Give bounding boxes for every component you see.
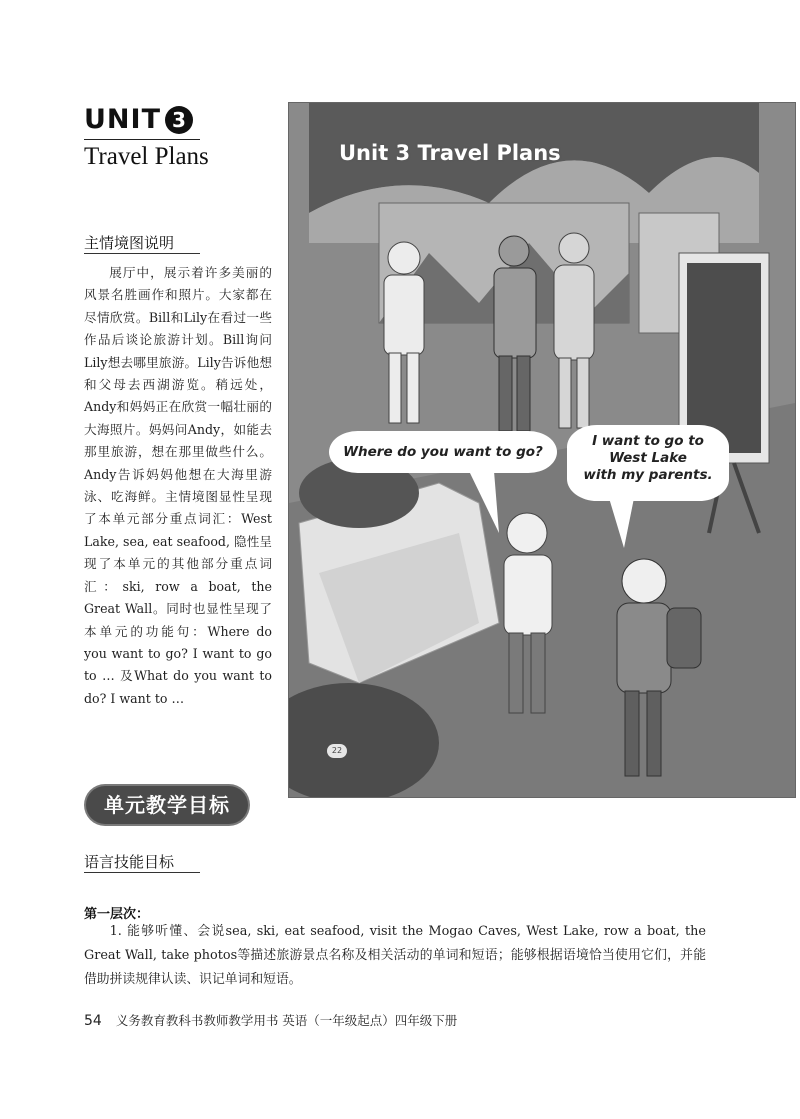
- goal-item-1-text: 1. 能够听懂、会说sea, ski, eat seafood, visit the Mogao Caves, West Lake, row a boat, the Great Wall, take photos等描述旅游景点名称及相关活动的单词和短语；能够根据语境恰当使用它们，并能借助拼读规律认读、识记单词和短语。: [84, 924, 706, 987]
- answer-line-2: West Lake: [609, 450, 687, 466]
- scene-description-text: 展厅中，展示着许多美丽的风景名胜画作和照片。大家都在尽情欣赏。Bill和Lily在看过一些作品后谈论旅游计划。Bill询问Lily想去哪里旅游。Lily告诉他想和父母去西湖游览。稍远处，Andy和妈妈正在欣赏一幅壮丽的大海照片。妈妈问Andy，如能去那里旅游，想在那里做些什么。Andy告诉妈妈他想在大海里游泳、吃海鲜。主情境图显性呈现了本单元部分重点词汇：West Lake, sea, eat seafood, 隐性呈现了本单元的其他部分重点词汇：ski, row a boat, the Great Wall。同时也显性呈现了本单元的功能句：Where do you want to go? I want to go to … 及What do you want to do? I want to …: [84, 265, 272, 706]
- page-footer: [84, 1011, 457, 1029]
- answer-line-3: with my parents.: [583, 467, 713, 483]
- scene-section-heading: 主情境图说明: [84, 234, 175, 252]
- unit-number-badge: 3: [165, 106, 193, 134]
- level-one-label: 第一层次：: [84, 907, 150, 922]
- language-skills-heading: 语言技能目标: [84, 853, 175, 871]
- answer-line-1: I want to go to: [592, 433, 704, 449]
- language-skills-rule: [84, 872, 200, 873]
- illustration-title: Unit 3 Travel Plans: [339, 141, 561, 165]
- book-title: 义务教育教科书教师教学用书 英语（一年级起点）四年级下册: [115, 1013, 458, 1028]
- unit-heading-rule: [84, 139, 200, 140]
- unit-title: Travel Plans: [84, 143, 209, 170]
- page-number: 54: [84, 1013, 102, 1029]
- unit-heading: [84, 104, 193, 135]
- goal-item-1: [84, 920, 706, 992]
- speech-bubble-question: Where do you want to go?: [329, 431, 557, 473]
- scene-description: [84, 262, 272, 710]
- teaching-goals-banner-text: 单元教学目标: [104, 793, 230, 817]
- scene-section-rule: [84, 253, 200, 254]
- teaching-goals-banner: [86, 786, 248, 824]
- main-scene-illustration: [288, 102, 796, 798]
- unit-word: UNIT: [84, 104, 161, 135]
- speech-bubble-answer: [567, 425, 729, 501]
- illustration-page-badge: 22: [327, 744, 347, 758]
